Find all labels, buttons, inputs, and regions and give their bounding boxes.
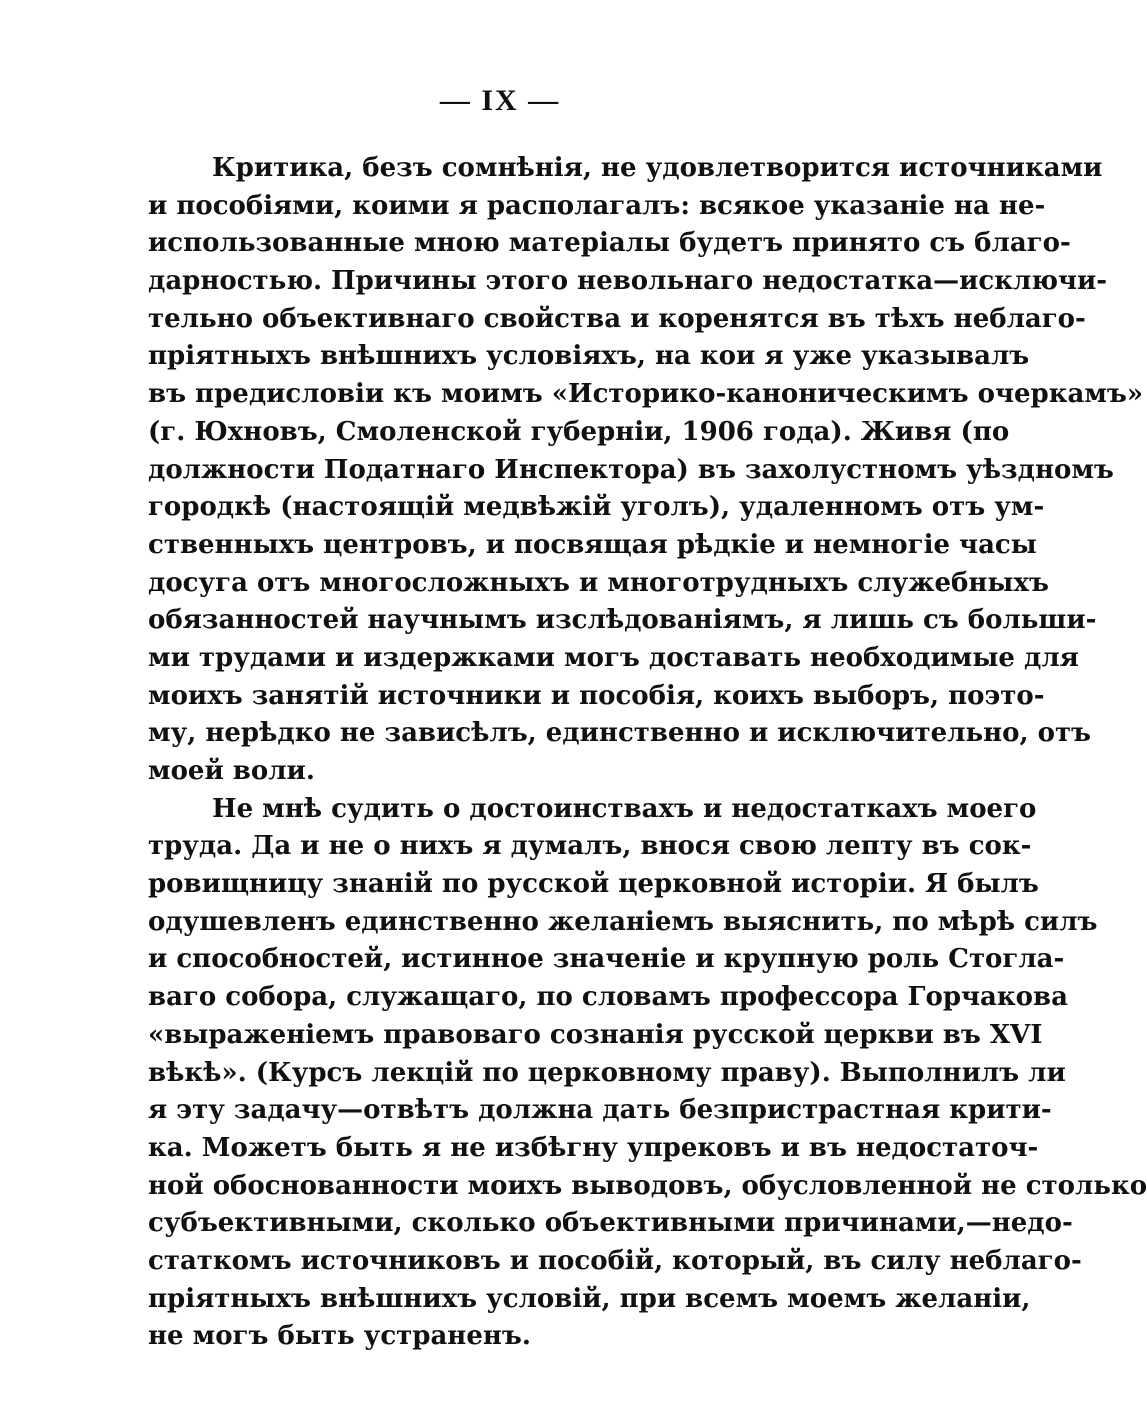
text-line: моихъ занятій источники и пособія, коихъ выборъ, поэто- [148,680,1045,711]
text-line: пріятныхъ внѣшнихъ условіяхъ, на кои я уже указывалъ [148,341,1030,372]
text-line: субъективными, сколько объективными причинами,—недо- [148,1208,1073,1239]
text-line: ровищницу знаній по русской церковной исторіи. Я былъ [148,869,1039,900]
text-line: одушевленъ единственно желаніемъ выяснить, по мѣрѣ силъ [148,906,1098,937]
body-text [148,150,1147,1356]
text-line: въ предисловіи къ моимъ «Историко-каноническимъ очеркамъ» [148,379,1144,410]
text-line: моей воли. [148,756,315,786]
text-line: пріятныхъ внѣшнихъ условій, при всемъ моемъ желаніи, [148,1283,1031,1314]
text-line: и способностей, истинное значеніе и крупную роль Стогла- [148,944,1065,975]
text-line: должности Податнаго Инспектора) въ захолустномъ уѣздномъ [148,454,1114,485]
text-line: ваго собора, служащаго, по словамъ профессора Горчакова [148,982,1068,1013]
text-line: ка. Можетъ быть я не избѣгну упрековъ и въ недостаточ- [148,1132,1039,1163]
text-line: дарностью. Причины этого невольнаго недостатка—исключи- [148,266,1108,297]
text-line: досуга отъ многосложныхъ и многотрудныхъ служебныхъ [148,567,1049,598]
text-line: (г. Юхновъ, Смоленской губерніи, 1906 года). Живя (по [148,416,1010,447]
text-line: ми трудами и издержками могъ доставать необходимые для [148,642,1079,673]
text-line: «выраженіемъ правоваго сознанія русской церкви въ XVI [148,1019,1043,1050]
text-line: ной обоснованности моихъ выводовъ, обусловленной не столько [148,1170,1147,1201]
text-line: Критика, безъ сомнѣнія, не удовлетворится источниками [212,153,1103,183]
text-line: я эту задачу—отвѣтъ должна дать безпристрастная крити- [148,1095,1052,1126]
text-line: статкомъ источниковъ и пособій, который, въ силу неблаго- [148,1245,1082,1276]
text-line: и пособіями, коими я располагалъ: всякое указаніе на не- [148,190,1046,221]
paragraph-2 [148,791,1147,1356]
page-number: — IX — [439,84,561,117]
text-line: обязанностей научнымъ изслѣдованіямъ, я лишь съ больши- [148,605,1097,636]
text-line: не могъ быть устраненъ. [148,1321,531,1352]
text-line: труда. Да и не о нихъ я думалъ, внося свою лепту въ сок- [148,831,1032,862]
text-line: вѣкѣ». (Курсъ лекцій по церковному праву). Выполнилъ ли [148,1057,1066,1088]
text-line: использованные мною матеріалы будетъ принято съ благо- [148,228,1071,259]
paragraph-1 [148,150,1144,791]
text-line: городкѣ (настоящій медвѣжій уголъ), удаленномъ отъ ум- [148,492,1045,523]
text-line: ственныхъ центровъ, и посвящая рѣдкіе и немногіе часы [148,529,1037,560]
text-line: Не мнѣ судить о достоинствахъ и недостаткахъ моего [212,793,1037,824]
text-line: му, нерѣдко не зависѣлъ, единственно и исключительно, отъ [148,718,1091,749]
text-line: тельно объективнаго свойства и коренятся въ тѣхъ неблаго- [148,303,1086,334]
